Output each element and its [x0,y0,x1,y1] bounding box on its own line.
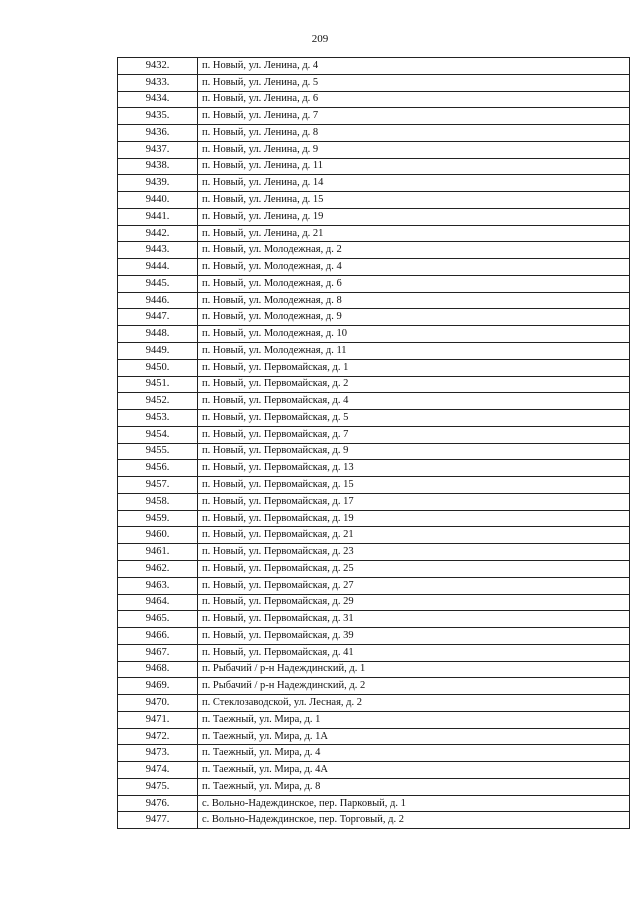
row-number-cell: 9447. [118,309,198,326]
table-row [118,477,630,494]
address-cell: с. Вольно-Надеждинское, пер. Торговый, д. 2 [198,812,630,829]
row-number-cell: 9448. [118,326,198,343]
row-number-cell: 9469. [118,678,198,695]
table-row [118,275,630,292]
address-cell: п. Новый, ул. Первомайская, д. 25 [198,560,630,577]
address-cell: с. Вольно-Надеждинское, пер. Парковый, д. 1 [198,795,630,812]
table-row [118,376,630,393]
address-cell: п. Новый, ул. Первомайская, д. 29 [198,594,630,611]
row-number-cell: 9465. [118,611,198,628]
address-cell: п. Таежный, ул. Мира, д. 1 [198,711,630,728]
row-number-cell: 9459. [118,510,198,527]
table-row [118,175,630,192]
row-number-cell: 9439. [118,175,198,192]
row-number-cell: 9443. [118,242,198,259]
address-cell: п. Рыбачий / р-н Надеждинский, д. 2 [198,678,630,695]
address-cell: п. Стеклозаводской, ул. Лесная, д. 2 [198,695,630,712]
table-row [118,393,630,410]
address-cell: п. Новый, ул. Первомайская, д. 13 [198,460,630,477]
row-number-cell: 9476. [118,795,198,812]
row-number-cell: 9437. [118,141,198,158]
row-number-cell: 9456. [118,460,198,477]
table-row [118,309,630,326]
table-row [118,410,630,427]
table-row [118,208,630,225]
row-number-cell: 9453. [118,410,198,427]
page-number: 209 [311,33,329,45]
address-cell: п. Новый, ул. Первомайская, д. 27 [198,577,630,594]
address-cell: п. Новый, ул. Первомайская, д. 9 [198,443,630,460]
row-number-cell: 9434. [118,91,198,108]
address-table-body [118,58,630,829]
table-row [118,192,630,209]
table-row [118,242,630,259]
row-number-cell: 9472. [118,728,198,745]
address-cell: п. Новый, ул. Молодежная, д. 8 [198,292,630,309]
address-cell: п. Новый, ул. Первомайская, д. 39 [198,628,630,645]
row-number-cell: 9462. [118,560,198,577]
row-number-cell: 9470. [118,695,198,712]
row-number-cell: 9458. [118,493,198,510]
row-number-cell: 9450. [118,359,198,376]
address-cell: п. Новый, ул. Первомайская, д. 15 [198,477,630,494]
row-number-cell: 9477. [118,812,198,829]
address-cell: п. Новый, ул. Ленина, д. 4 [198,58,630,75]
table-row [118,661,630,678]
table-row [118,108,630,125]
address-cell: п. Новый, ул. Ленина, д. 15 [198,192,630,209]
row-number-cell: 9445. [118,275,198,292]
address-cell: п. Новый, ул. Ленина, д. 14 [198,175,630,192]
row-number-cell: 9451. [118,376,198,393]
row-number-cell: 9466. [118,628,198,645]
row-number-cell: 9461. [118,544,198,561]
address-cell: п. Новый, ул. Ленина, д. 11 [198,158,630,175]
row-number-cell: 9433. [118,74,198,91]
address-cell: п. Таежный, ул. Мира, д. 1А [198,728,630,745]
address-cell: п. Новый, ул. Ленина, д. 9 [198,141,630,158]
address-cell: п. Новый, ул. Первомайская, д. 7 [198,426,630,443]
address-cell: п. Таежный, ул. Мира, д. 4 [198,745,630,762]
address-cell: п. Рыбачий / р-н Надеждинский, д. 1 [198,661,630,678]
row-number-cell: 9455. [118,443,198,460]
table-row [118,443,630,460]
table-row [118,460,630,477]
address-cell: п. Новый, ул. Первомайская, д. 2 [198,376,630,393]
row-number-cell: 9463. [118,577,198,594]
table-row [118,560,630,577]
row-number-cell: 9454. [118,426,198,443]
table-row [118,359,630,376]
table-row [118,577,630,594]
address-cell: п. Новый, ул. Первомайская, д. 21 [198,527,630,544]
row-number-cell: 9435. [118,108,198,125]
row-number-cell: 9444. [118,259,198,276]
address-cell: п. Новый, ул. Молодежная, д. 9 [198,309,630,326]
row-number-cell: 9440. [118,192,198,209]
table-row [118,644,630,661]
row-number-cell: 9475. [118,778,198,795]
row-number-cell: 9442. [118,225,198,242]
table-row [118,795,630,812]
table-row [118,292,630,309]
row-number-cell: 9468. [118,661,198,678]
address-cell: п. Новый, ул. Первомайская, д. 19 [198,510,630,527]
table-row [118,812,630,829]
row-number-cell: 9467. [118,644,198,661]
address-cell: п. Новый, ул. Первомайская, д. 23 [198,544,630,561]
table-row [118,343,630,360]
row-number-cell: 9438. [118,158,198,175]
row-number-cell: 9473. [118,745,198,762]
row-number-cell: 9436. [118,125,198,142]
address-cell: п. Новый, ул. Первомайская, д. 1 [198,359,630,376]
row-number-cell: 9457. [118,477,198,494]
address-cell: п. Таежный, ул. Мира, д. 8 [198,778,630,795]
address-cell: п. Новый, ул. Первомайская, д. 41 [198,644,630,661]
row-number-cell: 9460. [118,527,198,544]
address-cell: п. Новый, ул. Ленина, д. 6 [198,91,630,108]
table-row [118,158,630,175]
address-cell: п. Новый, ул. Ленина, д. 7 [198,108,630,125]
address-cell: п. Новый, ул. Молодежная, д. 10 [198,326,630,343]
table-row [118,493,630,510]
row-number-cell: 9471. [118,711,198,728]
table-row [118,711,630,728]
table-row [118,426,630,443]
address-cell: п. Новый, ул. Молодежная, д. 6 [198,275,630,292]
row-number-cell: 9474. [118,762,198,779]
address-cell: п. Новый, ул. Молодежная, д. 2 [198,242,630,259]
row-number-cell: 9449. [118,343,198,360]
table-row [118,527,630,544]
table-row [118,678,630,695]
table-row [118,91,630,108]
table-row [118,74,630,91]
table-row [118,728,630,745]
table-row [118,745,630,762]
table-row [118,628,630,645]
table-row [118,510,630,527]
address-cell: п. Новый, ул. Ленина, д. 5 [198,74,630,91]
row-number-cell: 9452. [118,393,198,410]
table-row [118,762,630,779]
address-cell: п. Новый, ул. Ленина, д. 21 [198,225,630,242]
table-row [118,611,630,628]
table-row [118,225,630,242]
address-cell: п. Новый, ул. Молодежная, д. 11 [198,343,630,360]
address-cell: п. Новый, ул. Первомайская, д. 31 [198,611,630,628]
table-row [118,544,630,561]
address-cell: п. Новый, ул. Первомайская, д. 5 [198,410,630,427]
table-row [118,259,630,276]
row-number-cell: 9464. [118,594,198,611]
address-cell: п. Новый, ул. Молодежная, д. 4 [198,259,630,276]
table-row [118,594,630,611]
row-number-cell: 9446. [118,292,198,309]
address-table [117,57,630,829]
table-row [118,695,630,712]
address-cell: п. Таежный, ул. Мира, д. 4А [198,762,630,779]
row-number-cell: 9432. [118,58,198,75]
address-cell: п. Новый, ул. Ленина, д. 19 [198,208,630,225]
table-row [118,326,630,343]
table-row [118,58,630,75]
address-cell: п. Новый, ул. Ленина, д. 8 [198,125,630,142]
address-cell: п. Новый, ул. Первомайская, д. 17 [198,493,630,510]
table-row [118,125,630,142]
table-row [118,778,630,795]
row-number-cell: 9441. [118,208,198,225]
table-row [118,141,630,158]
address-cell: п. Новый, ул. Первомайская, д. 4 [198,393,630,410]
